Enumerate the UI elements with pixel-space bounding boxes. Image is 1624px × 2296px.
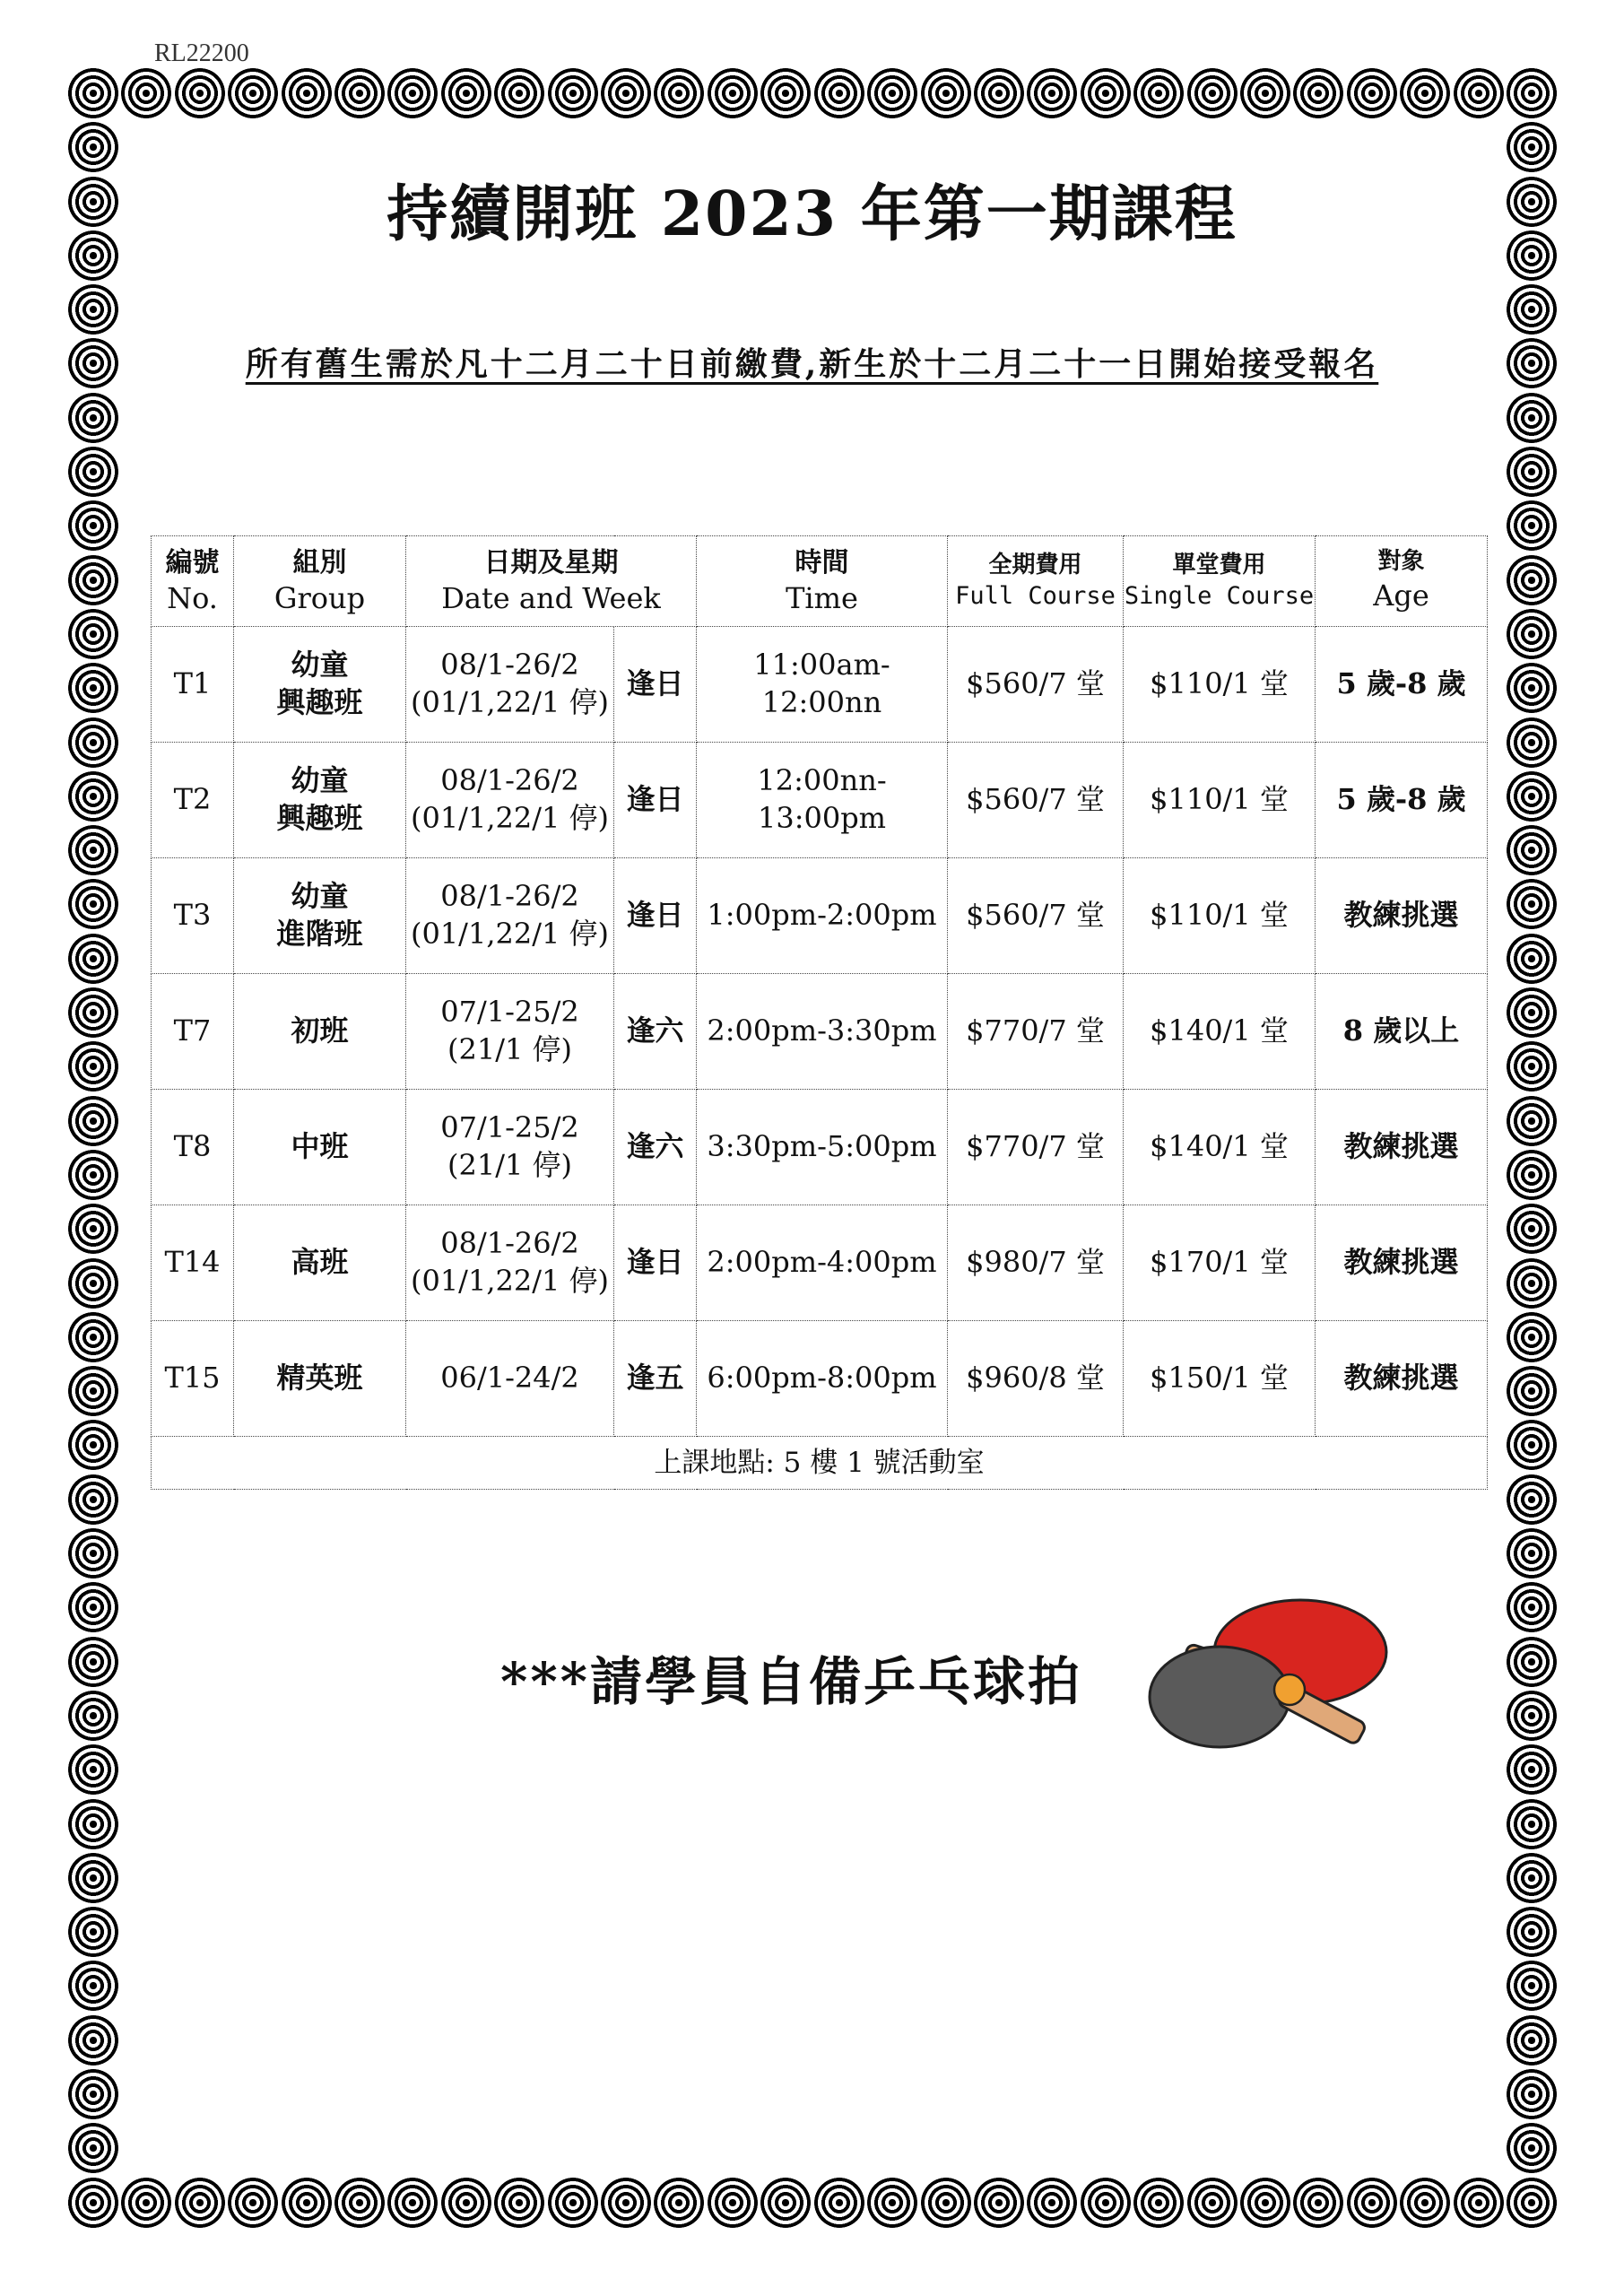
cell-day: 逢日 [614,858,697,974]
cell-age: 教練挑選 [1316,1321,1488,1437]
cell-group: 初班 [234,974,406,1090]
table-row [152,858,1488,974]
border-ring-icon [1240,2178,1290,2228]
border-ring-icon [1507,1637,1557,1687]
cell-age: 8 歲以上 [1316,974,1488,1090]
cell-time: 11:00am-12:00nn [697,627,948,743]
border-ring-icon [1507,1582,1557,1632]
registration-notice: 所有舊生需於凡十二月二十日前繳費,新生於十二月二十一日開始接受報名 [245,345,1379,383]
border-ring-icon [1507,879,1557,929]
table-row [152,1205,1488,1321]
border-ring-icon [68,987,118,1038]
border-ring-icon [1293,2178,1343,2228]
cell-single-fee: $170/1 堂 [1124,1205,1316,1321]
border-ring-icon [654,68,704,118]
border-ring-icon [68,1799,118,1849]
border-ring-icon [1027,2178,1077,2228]
border-ring-icon [68,934,118,984]
border-ring-icon [68,1853,118,1903]
border-ring-icon [708,2178,758,2228]
border-ring-icon [921,2178,971,2228]
cell-date: 08/1-26/2 (01/1,22/1 停) [406,743,614,858]
border-ring-icon [334,68,385,118]
document-code: RL22200 [154,39,249,67]
border-ring-icon [68,663,118,713]
border-ring-icon [1507,1744,1557,1795]
border-ring-icon [68,1150,118,1200]
header-no: 編號 No. [152,536,234,627]
border-ring-icon [1507,1312,1557,1362]
border-top [68,68,1557,118]
border-ring-icon [601,2178,651,2228]
border-ring-icon [1133,2178,1184,2228]
border-ring-icon [68,1582,118,1632]
border-ring-icon [68,1204,118,1254]
border-ring-icon [1081,2178,1131,2228]
border-ring-icon [1507,1853,1557,1903]
border-ring-icon [68,1744,118,1795]
cell-full-fee: $560/7 堂 [948,858,1124,974]
ping-pong-paddles-icon [1146,1596,1388,1758]
border-ring-icon [1507,1041,1557,1091]
border-ring-icon [1347,2178,1397,2228]
cell-group: 幼童 興趣班 [234,627,406,743]
header-group: 組別 Group [234,536,406,627]
border-ring-icon [1507,934,1557,984]
page-title: 持續開班 2023 年第一期課程 [386,178,1238,250]
border-ring-icon [1240,68,1290,118]
table-row [152,1090,1488,1205]
cell-day: 逢日 [614,1205,697,1321]
border-ring-icon [68,1528,118,1578]
border-ring-icon [1347,68,1397,118]
border-ring-icon [68,1691,118,1741]
border-ring-icon [867,2178,917,2228]
cell-code: T3 [152,858,234,974]
cell-date: 08/1-26/2 (01/1,22/1 停) [406,627,614,743]
cell-code: T1 [152,627,234,743]
cell-time: 2:00pm-4:00pm [697,1205,948,1321]
border-ring-icon [1507,2123,1557,2173]
cell-group: 幼童 興趣班 [234,743,406,858]
cell-time: 1:00pm-2:00pm [697,858,948,974]
border-ring-icon [121,2178,171,2228]
table-header-row [152,536,1488,627]
border-ring-icon [760,2178,811,2228]
course-schedule-table [151,535,1488,1490]
cell-group: 精英班 [234,1321,406,1437]
border-ring-icon [1507,284,1557,335]
border-ring-icon [282,2178,332,2228]
header-age: 對象 Age [1316,536,1488,627]
border-ring-icon [68,718,118,768]
border-ring-icon [68,1312,118,1362]
border-ring-icon [921,68,971,118]
border-ring-icon [548,2178,598,2228]
border-ring-icon [708,68,758,118]
border-ring-icon [1507,1961,1557,2011]
border-ring-icon [1507,825,1557,875]
border-ring-icon [1507,987,1557,1038]
border-ring-icon [1507,1150,1557,1200]
border-ring-icon [974,68,1024,118]
cell-full-fee: $960/8 堂 [948,1321,1124,1437]
cell-age: 5 歲-8 歲 [1316,627,1488,743]
cell-date: 07/1-25/2 (21/1 停) [406,974,614,1090]
border-ring-icon [1507,68,1557,118]
cell-full-fee: $770/7 堂 [948,974,1124,1090]
cell-single-fee: $150/1 堂 [1124,1321,1316,1437]
border-ring-icon [1400,2178,1450,2228]
border-ring-icon [441,2178,491,2228]
cell-group: 中班 [234,1090,406,1205]
cell-single-fee: $140/1 堂 [1124,1090,1316,1205]
border-ring-icon [654,2178,704,2228]
border-ring-icon [1507,122,1557,172]
border-ring-icon [1454,2178,1504,2228]
cell-single-fee: $110/1 堂 [1124,743,1316,858]
border-ring-icon [68,500,118,551]
border-ring-icon [175,2178,225,2228]
table-row [152,1321,1488,1437]
border-ring-icon [68,393,118,443]
border-ring-icon [68,447,118,497]
border-ring-icon [68,284,118,335]
cell-date: 08/1-26/2 (01/1,22/1 停) [406,858,614,974]
border-ring-icon [68,2015,118,2066]
cell-time: 3:30pm-5:00pm [697,1090,948,1205]
border-ring-icon [1507,1691,1557,1741]
border-ring-icon [1400,68,1450,118]
border-ring-icon [68,1420,118,1470]
cell-full-fee: $560/7 堂 [948,627,1124,743]
border-ring-icon [68,1258,118,1309]
border-bottom [68,2178,1557,2228]
border-ring-icon [494,2178,544,2228]
cell-day: 逢六 [614,974,697,1090]
border-ring-icon [334,2178,385,2228]
border-ring-icon [1507,393,1557,443]
border-ring-icon [441,68,491,118]
cell-code: T15 [152,1321,234,1437]
border-ring-icon [1507,609,1557,659]
ball [1274,1674,1305,1705]
border-ring-icon [68,2178,118,2228]
border-ring-icon [68,2069,118,2119]
table-row [152,974,1488,1090]
border-ring-icon [68,2123,118,2173]
border-ring-icon [387,2178,438,2228]
border-ring-icon [68,879,118,929]
border-ring-icon [387,68,438,118]
border-ring-icon [1293,68,1343,118]
header-time: 時間 Time [697,536,948,627]
border-ring-icon [814,68,864,118]
border-ring-icon [1507,771,1557,822]
cell-code: T8 [152,1090,234,1205]
border-ring-icon [1507,1096,1557,1146]
header-full-course: 全期費用 Full Course [948,536,1124,627]
header-single-course: 單堂費用 Single Course [1124,536,1316,627]
cell-code: T2 [152,743,234,858]
cell-full-fee: $980/7 堂 [948,1205,1124,1321]
cell-single-fee: $110/1 堂 [1124,627,1316,743]
border-ring-icon [1507,1528,1557,1578]
grey-paddle-face [1150,1647,1290,1747]
venue-row [152,1437,1488,1490]
border-ring-icon [1507,1799,1557,1849]
cell-code: T7 [152,974,234,1090]
cell-day: 逢日 [614,627,697,743]
border-ring-icon [68,1637,118,1687]
border-ring-icon [1187,68,1238,118]
cell-time: 6:00pm-8:00pm [697,1321,948,1437]
cell-time: 2:00pm-3:30pm [697,974,948,1090]
border-ring-icon [68,1366,118,1416]
border-ring-icon [494,68,544,118]
border-ring-icon [68,771,118,822]
cell-full-fee: $770/7 堂 [948,1090,1124,1205]
cell-age: 教練挑選 [1316,1090,1488,1205]
border-ring-icon [1187,2178,1238,2228]
border-ring-icon [1507,1204,1557,1254]
border-ring-icon [974,2178,1024,2228]
border-ring-icon [867,68,917,118]
border-ring-icon [1081,68,1131,118]
border-ring-icon [68,555,118,605]
border-ring-icon [228,2178,278,2228]
border-left [68,68,118,2228]
border-ring-icon [1507,2178,1557,2228]
border-ring-icon [68,1474,118,1525]
table-row [152,743,1488,858]
cell-day: 逢日 [614,743,697,858]
cell-date: 07/1-25/2 (21/1 停) [406,1090,614,1205]
border-ring-icon [814,2178,864,2228]
border-ring-icon [1507,447,1557,497]
border-ring-icon [68,1907,118,1957]
border-ring-icon [1507,500,1557,551]
bring-paddle-reminder: ***請學員自備乒乓球拍 [500,1651,1082,1712]
cell-single-fee: $110/1 堂 [1124,858,1316,974]
border-ring-icon [68,122,118,172]
border-ring-icon [68,1041,118,1091]
border-ring-icon [601,68,651,118]
cell-day: 逢六 [614,1090,697,1205]
border-ring-icon [1133,68,1184,118]
border-ring-icon [1507,2069,1557,2119]
cell-day: 逢五 [614,1321,697,1437]
border-ring-icon [68,68,118,118]
cell-age: 教練挑選 [1316,858,1488,974]
border-ring-icon [760,68,811,118]
border-ring-icon [1507,1258,1557,1309]
border-ring-icon [548,68,598,118]
border-ring-icon [121,68,171,118]
border-ring-icon [175,68,225,118]
border-ring-icon [1507,1420,1557,1470]
cell-age: 5 歲-8 歲 [1316,743,1488,858]
border-ring-icon [68,1096,118,1146]
border-right [1507,68,1557,2228]
border-ring-icon [228,68,278,118]
border-ring-icon [68,609,118,659]
border-ring-icon [1507,555,1557,605]
cell-date: 08/1-26/2 (01/1,22/1 停) [406,1205,614,1321]
border-ring-icon [1507,663,1557,713]
border-ring-icon [1507,718,1557,768]
table-row [152,627,1488,743]
border-ring-icon [68,825,118,875]
cell-group: 幼童 進階班 [234,858,406,974]
cell-full-fee: $560/7 堂 [948,743,1124,858]
header-date: 日期及星期 Date and Week [406,536,697,627]
border-ring-icon [1507,2015,1557,2066]
border-ring-icon [1507,1474,1557,1525]
border-ring-icon [68,1961,118,2011]
cell-code: T14 [152,1205,234,1321]
border-ring-icon [1027,68,1077,118]
border-ring-icon [1507,1366,1557,1416]
venue-text: 上課地點: 5 樓 1 號活動室 [152,1437,1488,1490]
cell-age: 教練挑選 [1316,1205,1488,1321]
cell-single-fee: $140/1 堂 [1124,974,1316,1090]
cell-time: 12:00nn-13:00pm [697,743,948,858]
border-ring-icon [1507,1907,1557,1957]
cell-date: 06/1-24/2 [406,1321,614,1437]
cell-group: 高班 [234,1205,406,1321]
border-ring-icon [282,68,332,118]
border-ring-icon [1454,68,1504,118]
